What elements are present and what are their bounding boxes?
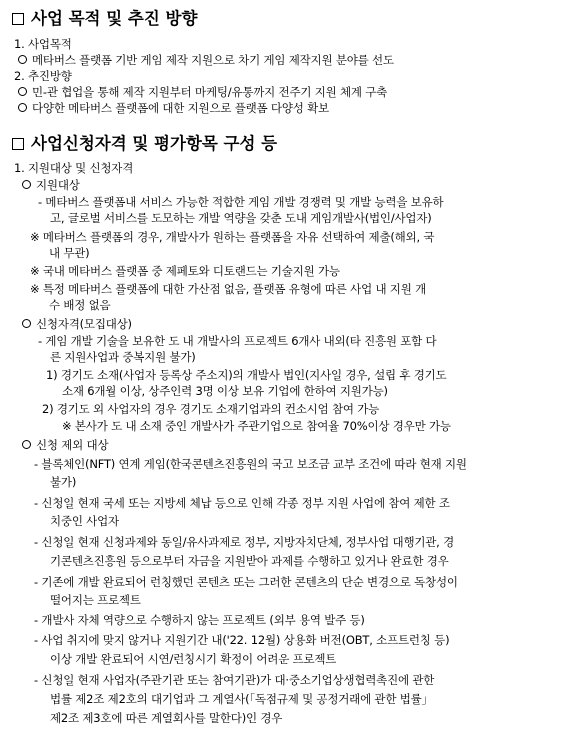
excl-3-line-1: - 신청일 현재 신청과제와 동일/유사과제로 정부, 지방자치단체, 정부사업 대행기관, 경 bbox=[34, 535, 454, 549]
target-heading bbox=[22, 178, 80, 192]
excl-7-line-2: 법률 제2조 제2호의 대기업과 그 계열사(「독점규제 및 공정거래에 관한 법률」 bbox=[50, 692, 433, 706]
target-line-2: 고, 글로벌 서비스를 도모하는 개발 역량을 갖춘 도내 게임개발사(법인/사업자) bbox=[50, 211, 432, 225]
excl-6-line-2: 이상 개발 완료되어 시연/런칭시기 확정이 어려운 프로젝트 bbox=[50, 652, 337, 666]
note2: ※ 국내 메타버스 플랫폼 중 제페토와 디토랜드는 기술지원 가능 bbox=[30, 264, 340, 278]
excl-7-line-1: - 신청일 현재 사업자(주관기관 또는 참여기관)가 대·중소기업상생협력촉진에 관한 bbox=[34, 673, 435, 687]
excl-6-line-1: - 사업 취지에 맞지 않거나 지원기간 내('22. 12월) 상용화 버전(OBT, 소프트런칭 등) bbox=[34, 633, 450, 647]
note1-line-2: 내 무관) bbox=[49, 246, 90, 260]
excl-2-line-1: - 신청일 현재 국세 또는 지방세 체납 등으로 인해 각종 정부 지원 사업에 참여 제한 조 bbox=[34, 496, 450, 510]
square-bullet-icon bbox=[12, 138, 24, 150]
qual-2-note: ※ 본사가 도 내 소재 중인 개발사가 주관기업으로 참여율 70%이상 경우만 가능 bbox=[62, 419, 451, 433]
square-bullet-icon bbox=[12, 13, 24, 25]
note3-line-1: ※ 특정 메타버스 플랫폼에 대한 가산점 없음, 플랫폼 유형에 따른 사업 내 지원 개 bbox=[30, 282, 426, 296]
circle-bullet-icon bbox=[22, 180, 31, 189]
circle-bullet-icon bbox=[18, 103, 27, 112]
note3-line-2: 수 배정 없음 bbox=[49, 298, 111, 312]
section1-item2-bullet-b bbox=[18, 101, 329, 115]
excl-4-line-1: - 기존에 개발 완료되어 런칭했던 콘텐츠 또는 그러한 콘텐츠의 단순 변경으로 독창성이 bbox=[34, 575, 458, 589]
section1-item2-bullet-a bbox=[18, 85, 387, 99]
circle-bullet-icon bbox=[18, 55, 27, 64]
excl-3-line-2: 기콘텐츠진흥원 등으로부터 자금을 지원받아 과제를 수행하고 있거나 완료한 경우 bbox=[50, 554, 449, 568]
qual-line-2: 른 지원사업과 중복지원 불가) bbox=[50, 350, 196, 364]
section2-title: 사업신청자격 및 평가항목 구성 등 bbox=[31, 134, 278, 153]
section1-item1-bullet bbox=[18, 53, 394, 67]
excl-5: - 개발사 자체 역량으로 수행하지 않는 프로젝트 (외부 용역 발주 등) bbox=[34, 613, 365, 627]
qual-1-line-1: 1) 경기도 소재(사업자 등록상 주소지)의 개발사 법인(지사일 경우, 설립 후 경기도 bbox=[46, 368, 447, 382]
bullet-text: 다양한 메타버스 플랫폼에 대한 지원으로 플랫폼 다양성 확보 bbox=[32, 101, 329, 115]
section1-item2: 2. 추진방향 bbox=[14, 69, 72, 83]
excl-4-line-2: 떨어지는 프로젝트 bbox=[50, 593, 141, 607]
circle-bullet-icon bbox=[22, 440, 31, 449]
exclusion-heading-text: 신청 제외 대상 bbox=[36, 438, 109, 452]
section2-heading bbox=[12, 134, 277, 154]
section2-item1: 1. 지원대상 및 신청자격 bbox=[14, 161, 134, 175]
excl-1-line-2: 불가) bbox=[50, 475, 77, 489]
excl-1-line-1: - 블록체인(NFT) 연계 게임(한국콘텐츠진흥원의 국고 보조금 교부 조건에 따라 현재 지원 bbox=[34, 457, 467, 471]
section1-title: 사업 목적 및 추진 방향 bbox=[31, 9, 198, 28]
bullet-text: 메타버스 플랫폼 기반 게임 제작 지원으로 차기 게임 제작지원 분야를 선도 bbox=[32, 53, 394, 67]
circle-bullet-icon bbox=[18, 87, 27, 96]
section1-heading bbox=[12, 9, 197, 29]
exclusion-heading bbox=[22, 438, 108, 452]
qual-heading bbox=[22, 317, 132, 331]
target-line-1: - 메타버스 플랫폼내 서비스 가능한 적합한 게임 개발 경쟁력 및 개발 능력을 보유하 bbox=[38, 195, 444, 209]
qual-1-line-2: 소재 6개월 이상, 상주인력 3명 이상 보유 기업에 한하여 지원가능) bbox=[62, 384, 388, 398]
circle-bullet-icon bbox=[22, 319, 31, 328]
qual-line-1: - 게임 개발 기술을 보유한 도 내 개발사의 프로젝트 6개사 내외(타 진흥원 포함 다 bbox=[38, 334, 437, 348]
bullet-text: 민-관 협업을 통해 제작 지원부터 마케팅/유통까지 전주기 지원 체계 구축 bbox=[32, 85, 388, 99]
excl-7-line-3: 제2조 제3호에 따른 계열회사를 말한다)인 경우 bbox=[50, 711, 283, 725]
excl-2-line-2: 치중인 사업자 bbox=[50, 514, 119, 528]
section1-item1: 1. 사업목적 bbox=[14, 37, 72, 51]
qual-2: 2) 경기도 외 사업자의 경우 경기도 소재기업과의 컨소시엄 참여 가능 bbox=[42, 402, 380, 416]
note1-line-1: ※ 메타버스 플랫폼의 경우, 개발사가 원하는 플랫폼을 자유 선택하여 제출(해외, 국 bbox=[30, 230, 435, 244]
target-heading-text: 지원대상 bbox=[36, 178, 80, 192]
qual-heading-text: 신청자격(모집대상) bbox=[36, 317, 132, 331]
